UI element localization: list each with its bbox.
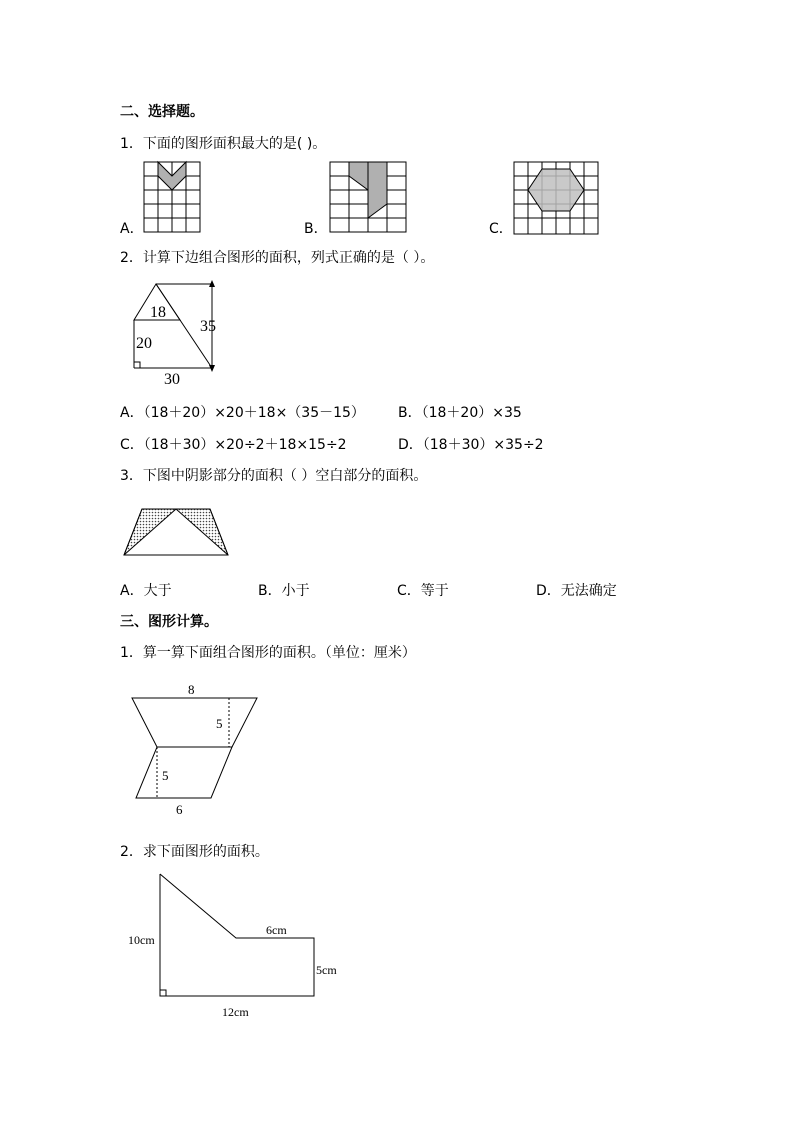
option-3d: D．无法确定	[536, 583, 617, 599]
section-title-calc: 三、图形计算。	[120, 614, 218, 630]
option-c: C．	[489, 221, 513, 237]
label-18: 18	[150, 304, 166, 321]
label-6cm: 6cm	[266, 923, 287, 937]
question-1-text: 1．下面的图形面积最大的是( )。	[120, 136, 327, 152]
label-30: 30	[164, 371, 180, 388]
step-figure	[124, 868, 344, 1022]
option-2d: D．（18＋30）×35÷2	[398, 437, 544, 453]
option-3c: C．等于	[397, 583, 449, 599]
shaded-trapezoid	[118, 505, 234, 559]
option-2a: A．（18＋20）×20＋18×（35－15）	[120, 405, 365, 421]
question-3-text: 3．下图中阴影部分的面积（ ）空白部分的面积。	[120, 468, 428, 484]
label-20: 20	[136, 335, 152, 352]
option-2b: B．（18＋20）×35	[398, 405, 522, 421]
label-8: 8	[188, 682, 195, 697]
label-10cm: 10cm	[128, 933, 155, 947]
label-5cm: 5cm	[316, 963, 337, 977]
label-12cm: 12cm	[222, 1005, 249, 1019]
grid-figure-a	[140, 160, 204, 234]
grid-figure-b	[326, 160, 408, 234]
calc-question-1-text: 1．算一算下面组合图形的面积。（单位：厘米）	[120, 645, 416, 661]
option-a: A．	[120, 221, 144, 237]
label-35: 35	[200, 318, 216, 335]
option-b: B．	[304, 221, 328, 237]
label-para-5: 5	[162, 768, 169, 783]
composite-figure	[128, 278, 228, 388]
label-trap-5: 5	[216, 716, 223, 731]
grid-figure-c	[510, 160, 600, 236]
calc-question-2-text: 2．求下面图形的面积。	[120, 844, 269, 860]
option-2c: C．（18＋30）×20÷2＋18×15÷2	[120, 437, 347, 453]
question-2-text: 2．计算下边组合图形的面积，列式正确的是（ ）。	[120, 250, 435, 266]
option-3b: B．小于	[258, 583, 310, 599]
section-title-choice: 二、选择题。	[120, 104, 204, 120]
label-6: 6	[176, 802, 183, 817]
trapezoid-parallelogram-figure	[126, 680, 266, 820]
option-3a: A．大于	[120, 583, 172, 599]
